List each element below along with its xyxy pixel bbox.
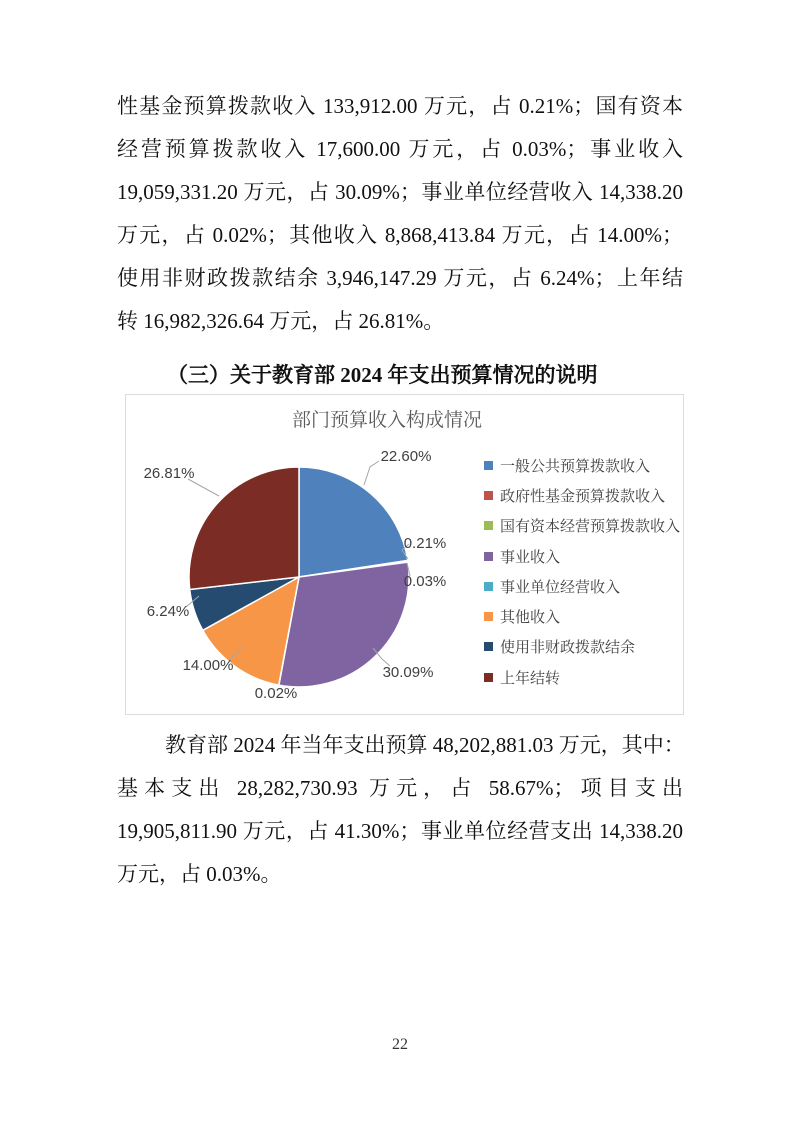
pie-data-label: 22.60% (380, 448, 432, 465)
legend-label: 事业收入 (500, 548, 561, 566)
legend-swatch-icon (484, 673, 493, 682)
text-line: 教育部 2024 年当年支出预算 48,202,881.03 万元，其中： (165, 733, 685, 757)
text-line: 19,059,331.20 万元，占 30.09%；事业单位经营收入 14,338.20 (117, 180, 683, 204)
text-line: 万元，占 0.03%。 (117, 862, 282, 886)
section-heading: （三）关于教育部 2024 年支出预算情况的说明 (167, 363, 598, 387)
legend-swatch-icon (484, 491, 493, 500)
legend-item (484, 571, 680, 601)
pie-data-label: 0.02% (254, 685, 298, 702)
legend-label: 使用非财政拨款结余 (500, 639, 636, 657)
page-number: 22 (392, 1036, 408, 1053)
legend-item (484, 511, 680, 541)
pie-data-label: 0.03% (403, 573, 447, 590)
legend-item (484, 632, 680, 662)
legend-label: 其他收入 (500, 609, 561, 627)
text-line: 转 16,982,326.64 万元，占 26.81%。 (117, 309, 445, 333)
pie-data-label: 0.21% (403, 535, 447, 552)
chart-title: 部门预算收入构成情况 (291, 410, 482, 431)
text-line: 使用非财政拨款结余 3,946,147.29 万元，占 6.24%；上年结 (117, 266, 683, 290)
text-line: 经营预算拨款收入 17,600.00 万元，占 0.03%；事业收入 (117, 137, 683, 161)
legend-swatch-icon (484, 642, 493, 651)
pie-data-label: 30.09% (382, 664, 434, 681)
legend-swatch-icon (484, 612, 493, 621)
legend-label: 事业单位经营收入 (500, 578, 621, 596)
pie-chart-panel (125, 394, 684, 715)
text-line: 万元，占 0.02%；其他收入 8,868,413.84 万元，占 14.00%； (117, 223, 683, 247)
legend-item (484, 601, 680, 631)
text-line: 性基金预算拨款收入 133,912.00 万元，占 0.21%；国有资本 (117, 94, 683, 118)
text-line: 基本支出 28,282,730.93 万元，占 58.67%；项目支出 (117, 776, 683, 800)
legend-item (484, 480, 680, 510)
legend-swatch-icon (484, 461, 493, 470)
legend-label: 一般公共预算拨款收入 (500, 457, 651, 475)
legend-swatch-icon (484, 582, 493, 591)
pie-data-label: 6.24% (146, 603, 190, 620)
pie-data-label: 26.81% (143, 465, 195, 482)
legend-swatch-icon (484, 552, 493, 561)
pie-slice (299, 467, 408, 577)
legend-swatch-icon (484, 521, 493, 530)
legend-item (484, 450, 680, 480)
legend-label: 上年结转 (500, 669, 561, 687)
text-line: 19,905,811.90 万元，占 41.30%；事业单位经营支出 14,338.20 (117, 819, 683, 843)
legend-item (484, 662, 680, 692)
expenditure-paragraph (117, 724, 683, 896)
legend-item (484, 541, 680, 571)
pie-slice (189, 467, 299, 589)
legend-label: 政府性基金预算拨款收入 (500, 487, 666, 505)
legend-label: 国有资本经营预算拨款收入 (500, 518, 681, 536)
income-paragraph (117, 85, 683, 343)
label-leader-line (364, 461, 379, 485)
pie-data-label: 14.00% (182, 657, 234, 674)
chart-legend (484, 450, 680, 692)
